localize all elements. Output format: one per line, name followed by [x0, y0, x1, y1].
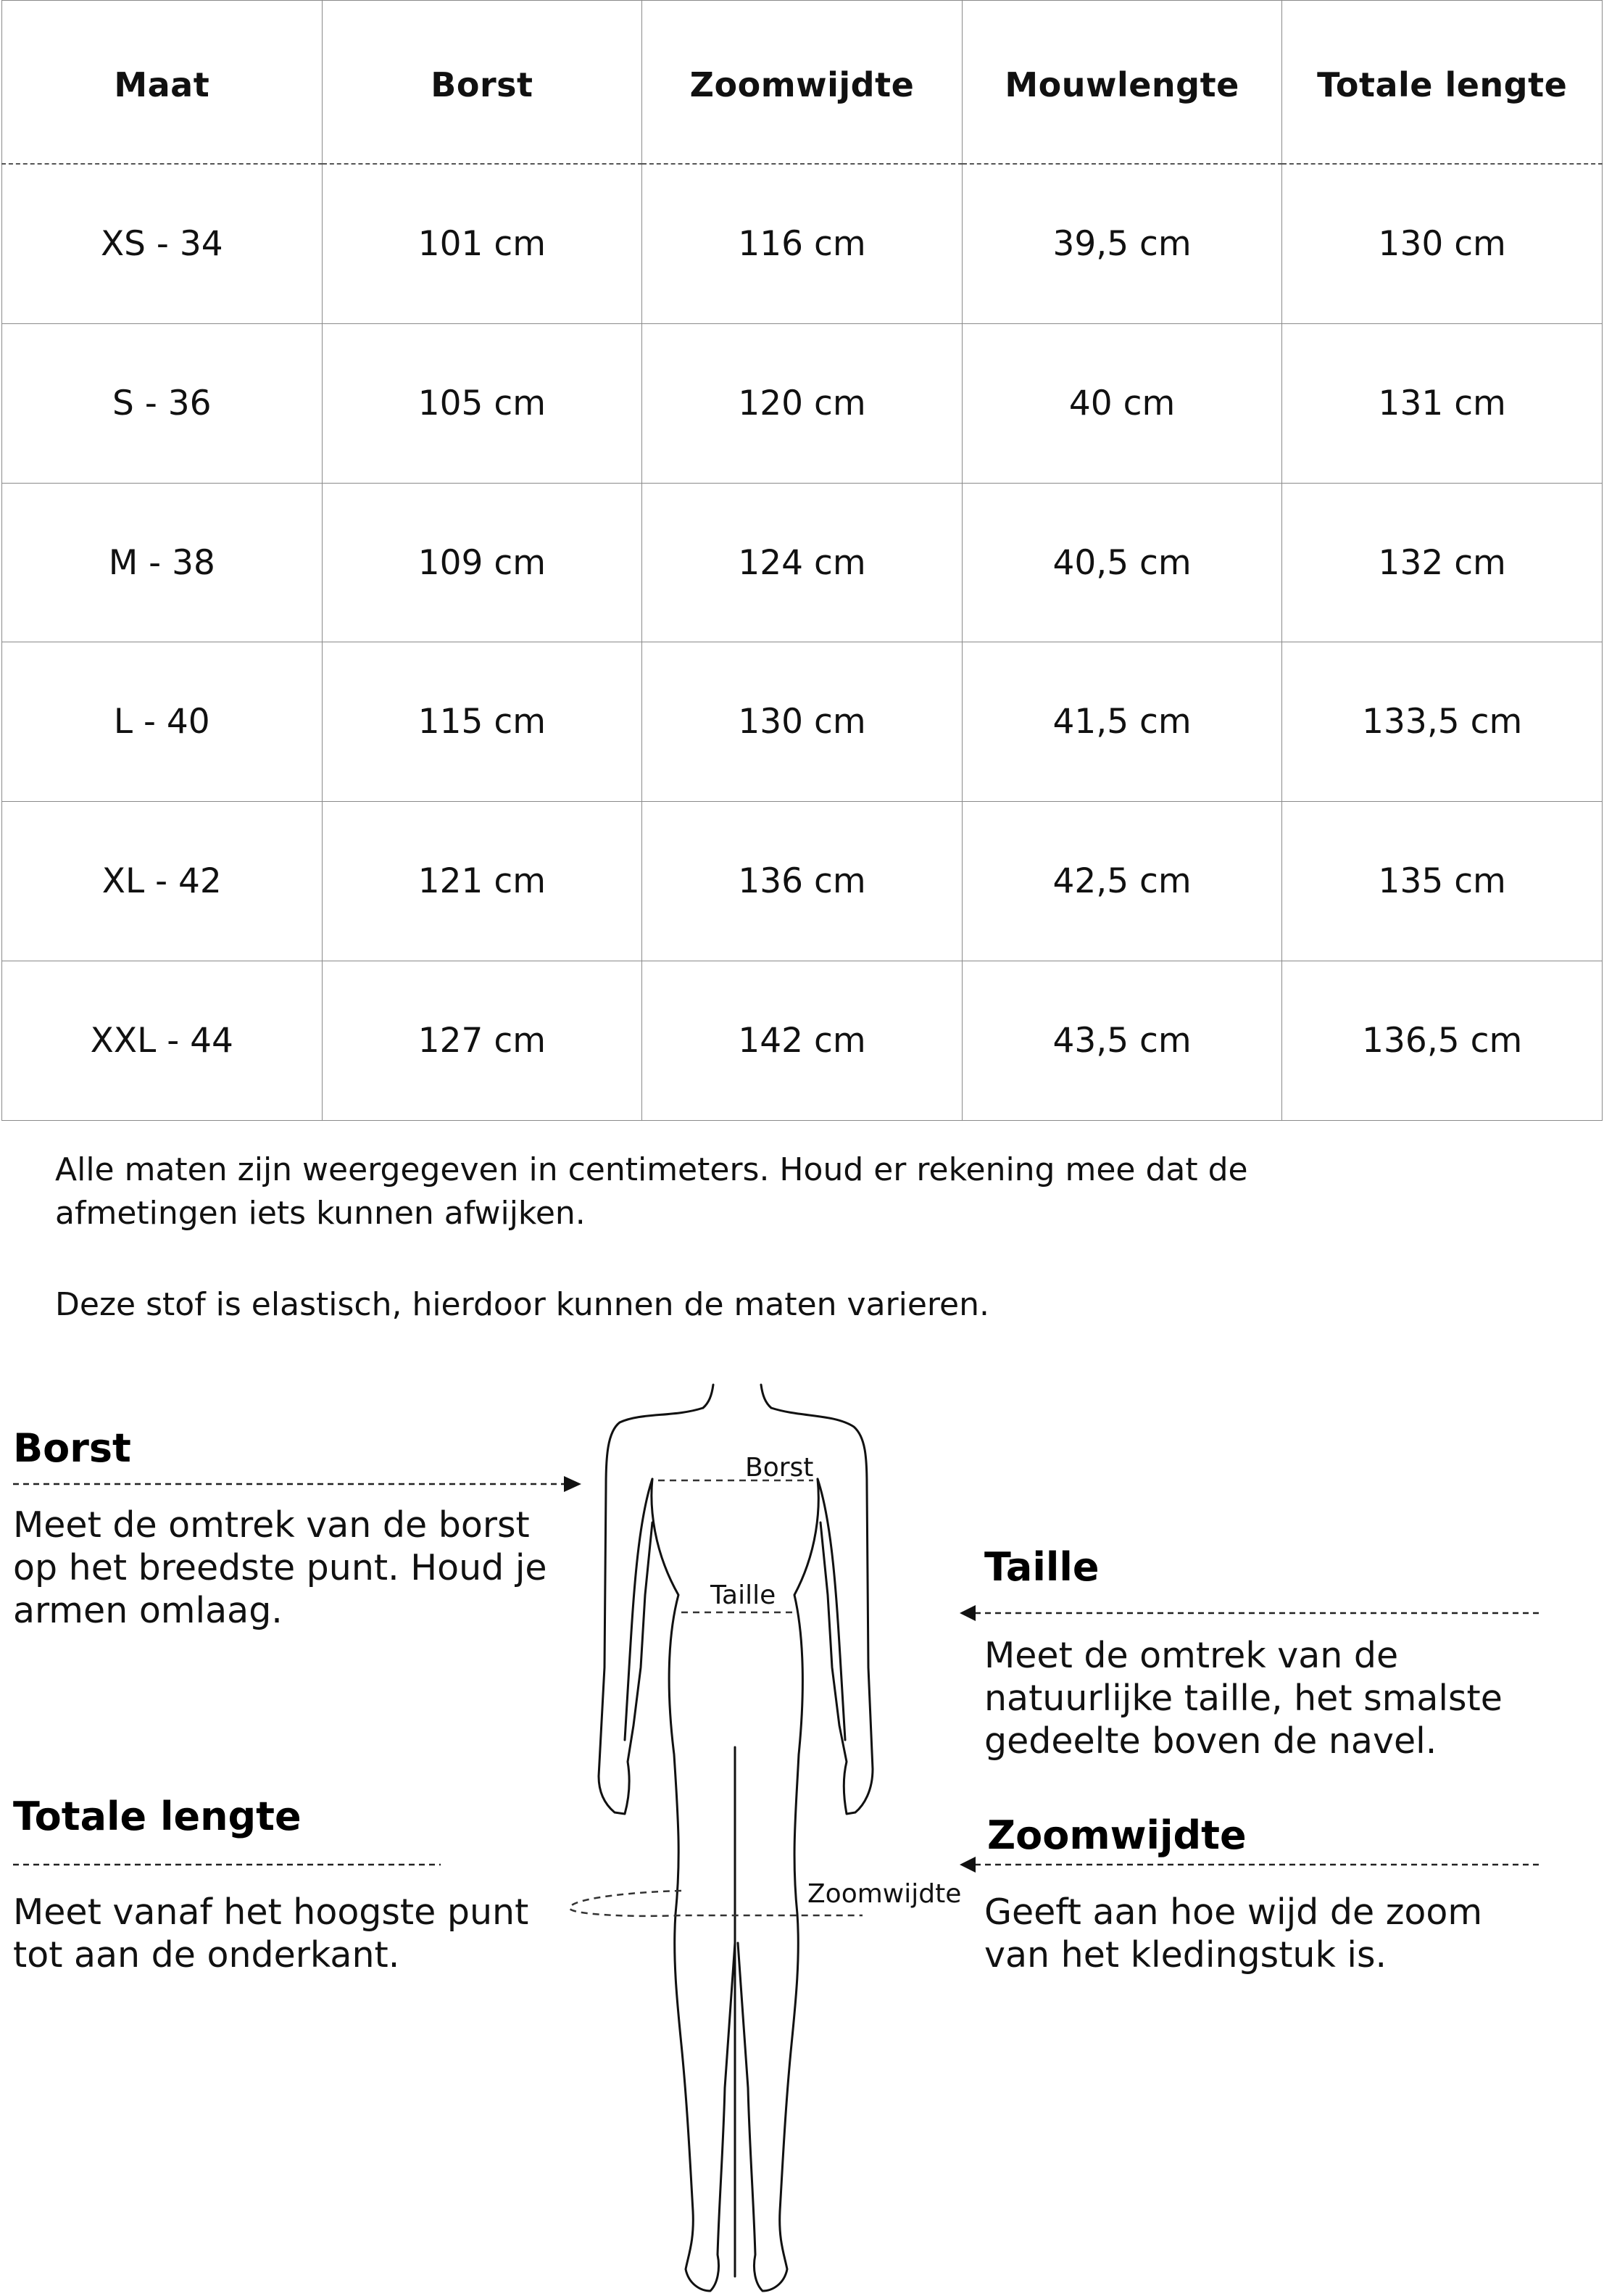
table-cell: 42,5 cm: [962, 802, 1282, 961]
borst-arrow-icon: [564, 1476, 581, 1492]
borst-desc-line-3: armen omlaag.: [13, 1590, 283, 1631]
table-cell: 132 cm: [1282, 483, 1603, 642]
taille-arrow-icon: [960, 1605, 976, 1621]
borst-desc-line-1: Meet de omtrek van de borst: [13, 1504, 530, 1546]
table-cell: 109 cm: [322, 483, 642, 642]
table-row: [2, 802, 1603, 961]
table-cell: L - 40: [2, 642, 323, 802]
body-outline-right: [738, 1479, 818, 2291]
table-cell: 116 cm: [642, 164, 963, 323]
taille-desc-line-2: natuurlijke taille, het smalste: [984, 1678, 1503, 1719]
right-inner-arm: [818, 1479, 845, 1740]
table-cell: 135 cm: [1282, 802, 1603, 961]
table-cell: 40 cm: [962, 323, 1282, 483]
table-cell: 121 cm: [322, 802, 642, 961]
table-cell: 136 cm: [642, 802, 963, 961]
table-cell: 133,5 cm: [1282, 642, 1603, 802]
table-cell: 41,5 cm: [962, 642, 1282, 802]
table-row: [2, 323, 1603, 483]
units-note: Alle maten zijn weergegeven in centimeters. Houd er rekening mee dat de afmetingen iets kunnen afwijken.: [55, 1151, 1248, 1232]
table-cell: 115 cm: [322, 642, 642, 802]
table-cell: 105 cm: [322, 323, 642, 483]
totale-lengte-desc-line-2: tot aan de onderkant.: [13, 1934, 400, 1976]
zoomwijdte-desc-line-2: van het kledingstuk is.: [984, 1934, 1387, 1976]
table-row: [2, 164, 1603, 323]
figure-label-zoomwijdte: Zoomwijdte: [807, 1879, 962, 1909]
totale-lengte-title: Totale lengte: [13, 1794, 302, 1839]
table-cell: S - 36: [2, 323, 323, 483]
table-cell: M - 38: [2, 483, 323, 642]
column-header-maat: Maat: [2, 1, 323, 165]
figure-label-borst: Borst: [745, 1453, 814, 1483]
table-cell: 131 cm: [1282, 323, 1603, 483]
zoomwijdte-arrow-icon: [960, 1857, 976, 1873]
table-row: [2, 483, 1603, 642]
elastic-note: Deze stof is elastisch, hierdoor kunnen de maten varieren.: [55, 1286, 989, 1323]
table-cell: 136,5 cm: [1282, 961, 1603, 1121]
left-inner-arm: [625, 1479, 652, 1740]
column-header-mouwlengte: Mouwlengte: [962, 1, 1282, 165]
taille-desc-line-1: Meet de omtrek van de: [984, 1635, 1399, 1676]
table-cell: 120 cm: [642, 323, 963, 483]
table-header-row: [2, 1, 1603, 165]
figure-label-taille: Taille: [710, 1580, 776, 1610]
column-header-zoomwijdte: Zoomwijdte: [642, 1, 963, 165]
table-cell: 43,5 cm: [962, 961, 1282, 1121]
right-arm-outline: [771, 1408, 873, 1814]
totale-lengte-desc-line-1: Meet vanaf het hoogste punt: [13, 1891, 529, 1933]
table-cell: XXL - 44: [2, 961, 323, 1121]
table-cell: 39,5 cm: [962, 164, 1282, 323]
hem-measure-ellipse: [570, 1891, 863, 1916]
taille-desc-line-3: gedeelte boven de navel.: [984, 1720, 1437, 1762]
neck-outline: [703, 1385, 771, 1408]
table-cell: XL - 42: [2, 802, 323, 961]
borst-desc-line-2: op het breedste punt. Houd je: [13, 1547, 547, 1588]
body-outline: [652, 1479, 735, 2291]
table-cell: 130 cm: [642, 642, 963, 802]
size-table: [1, 0, 1603, 1121]
table-cell: 40,5 cm: [962, 483, 1282, 642]
table-cell: 127 cm: [322, 961, 642, 1121]
taille-title: Taille: [984, 1544, 1100, 1590]
left-arm-outline: [599, 1408, 703, 1814]
table-row: [2, 642, 1603, 802]
column-header-borst: Borst: [322, 1, 642, 165]
table-row: [2, 961, 1603, 1121]
borst-title: Borst: [13, 1425, 131, 1471]
column-header-totale-lengte: Totale lengte: [1282, 1, 1603, 165]
table-cell: 124 cm: [642, 483, 963, 642]
table-cell: 130 cm: [1282, 164, 1603, 323]
table-cell: XS - 34: [2, 164, 323, 323]
table-cell: 101 cm: [322, 164, 642, 323]
zoomwijdte-desc-line-1: Geeft aan hoe wijd de zoom: [984, 1891, 1483, 1933]
zoomwijdte-title: Zoomwijdte: [987, 1812, 1247, 1858]
table-cell: 142 cm: [642, 961, 963, 1121]
